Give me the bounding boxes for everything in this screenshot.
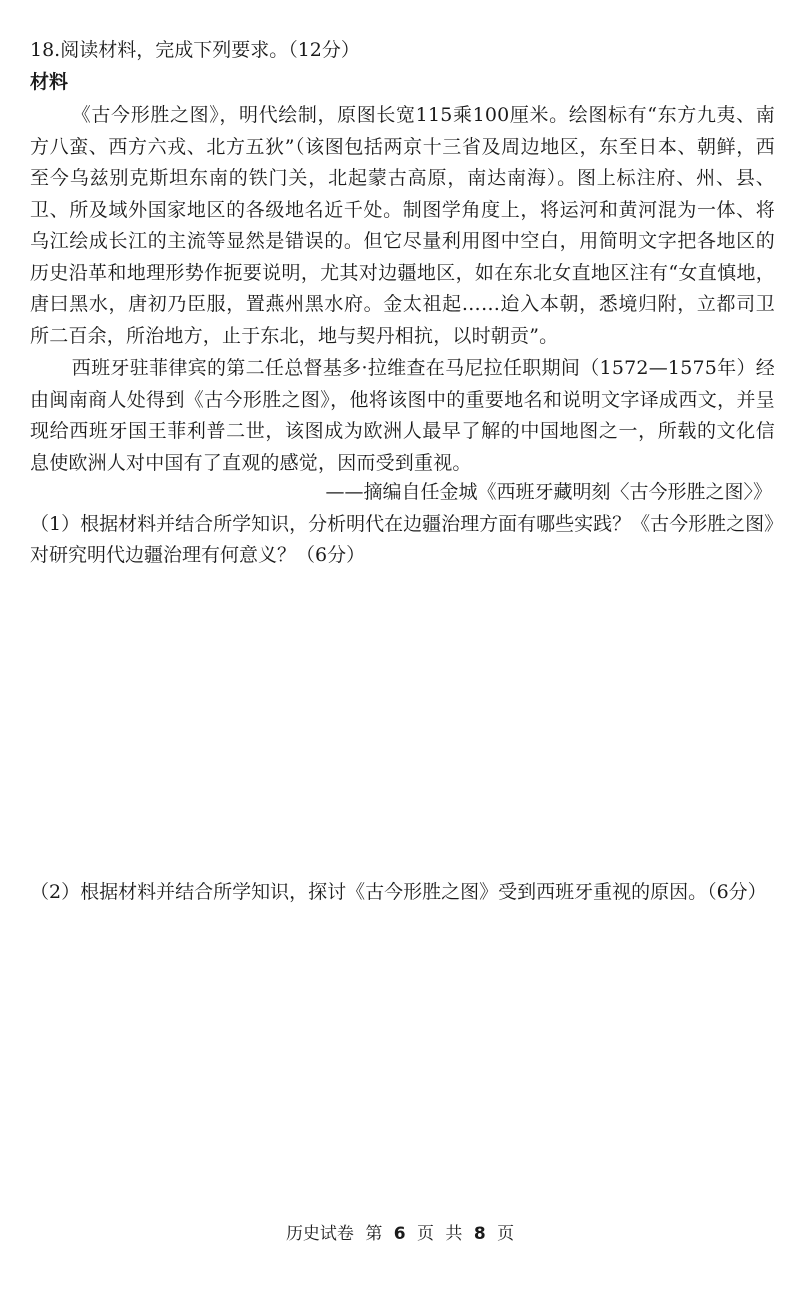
material-paragraph-2: 西班牙驻菲律宾的第二任总督基多·拉维查在马尼拉任职期间（1572—1575年）经由闽南商人处得到《古今形胜之图》，他将该图中的重要地名和说明文字译成西文，并呈现给西班牙国王菲利普二世，该图成为欧洲人最早了解的中国地图之一，所载的文化信息使欧洲人对中国有了直观的感觉，因而受到重视。 (30, 357, 775, 474)
footer-gong: 共 (445, 1224, 463, 1244)
answer-space-2[interactable] (30, 915, 770, 1195)
answer-space-1[interactable] (30, 580, 770, 860)
question-header: 18.阅读材料，完成下列要求。（12分） (30, 39, 360, 61)
footer-subject: 历史试卷 (285, 1224, 354, 1244)
footer-ye-1: 页 (417, 1224, 434, 1244)
subquestion-1: （1）根据材料并结合所学知识，分析明代在边疆治理方面有哪些实践？《古今形胜之图》对研究明代边疆治理有何意义？（6分） (30, 513, 774, 566)
footer-ye-2: 页 (497, 1224, 515, 1244)
footer-page-number: 6 (393, 1224, 406, 1244)
material-label: 材料 (30, 71, 69, 93)
footer-di: 第 (365, 1224, 383, 1244)
material-source: ——摘编自任金城《西班牙藏明刻〈古今形胜之图〉》 (325, 481, 772, 503)
material-paragraph-1: 《古今形胜之图》，明代绘制，原图长宽115乘100厘米。绘图标有“东方九夷、南方八蛮、西方六戎、北方五狄”（该图包括两京十三省及周边地区，东至日本、朝鲜，西至今乌兹别克斯坦东南的铁门关，北起蒙古高原，南达南海）。图上标注府、州、县、卫、所及域外国家地区的各级地名近千处。制图学角度上，将运河和黄河混为一体、将乌江绘成长江的主流等显然是错误的。但它尽量利用图中空白，用简明文字把各地区的历史沿革和地理形势作扼要说明，尤其对边疆地区，如在东北女直地区注有“女直慎地，唐曰黑水，唐初乃臣服，置燕州黑水府。金太祖起……迨入本朝，悉境归附，立都司卫所二百余，所治地方，止于东北，地与契丹相抗，以时朝贡”。 (30, 104, 775, 347)
subquestion-2: （2）根据材料并结合所学知识，探讨《古今形胜之图》受到西班牙重视的原因。（6分） (30, 881, 767, 903)
page-footer (0, 1222, 800, 1246)
footer-total-pages: 8 (473, 1224, 486, 1244)
